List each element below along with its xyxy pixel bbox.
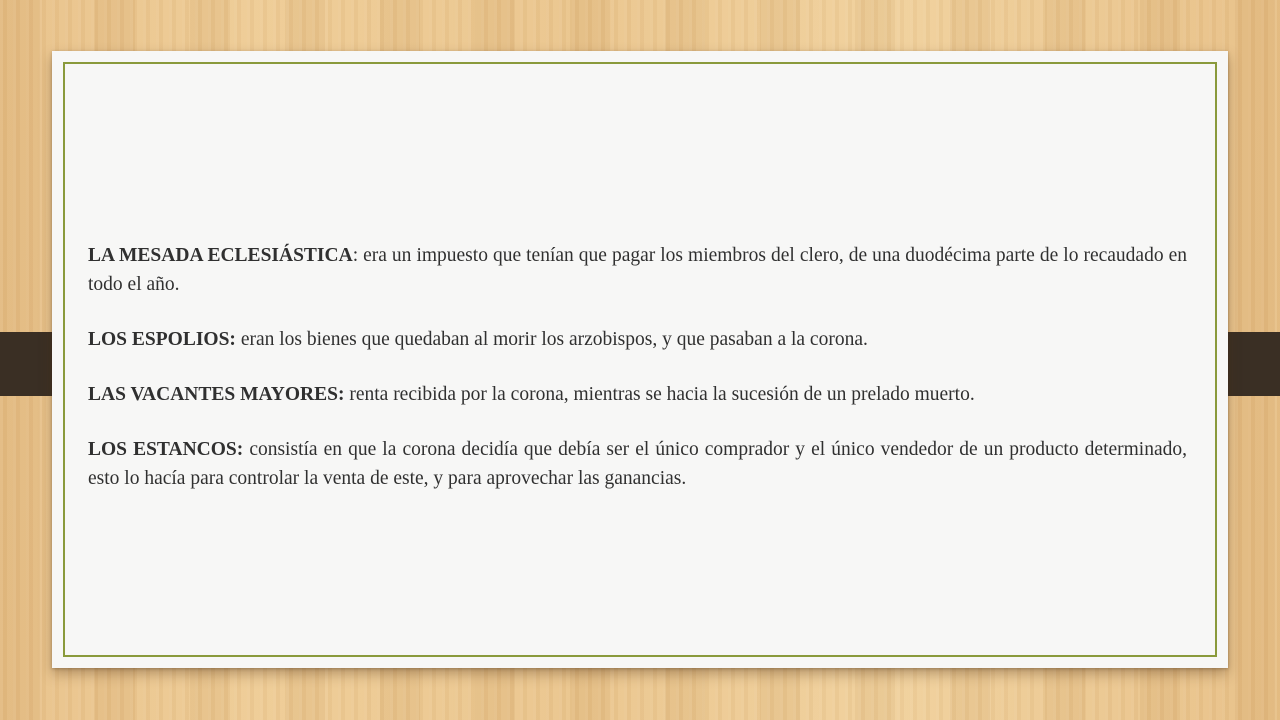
paragraph-estancos [88, 435, 1187, 493]
slide-content [88, 241, 1187, 519]
term-vacantes: LAS VACANTES MAYORES: [88, 384, 345, 405]
definition-estancos: consistía en que la corona decidía que debía ser el único comprador y el único vendedor de un producto determinado, esto lo hacía para controlar la venta de este, y para aprovechar las ganancias. [88, 439, 1187, 489]
paragraph-espolios [88, 325, 1187, 354]
paragraph-mesada [88, 241, 1187, 299]
definition-mesada: : era un impuesto que tenían que pagar los miembros del clero, de una duodécima parte de lo recaudado en todo el año. [88, 245, 1187, 295]
definition-vacantes: renta recibida por la corona, mientras se hacia la sucesión de un prelado muerto. [344, 384, 975, 405]
definition-espolios: eran los bienes que quedaban al morir los arzobispos, y que pasaban a la corona. [235, 329, 868, 350]
term-mesada: LA MESADA ECLESIÁSTICA [88, 245, 353, 266]
term-espolios: LOS ESPOLIOS: [88, 329, 236, 350]
term-estancos: LOS ESTANCOS: [88, 439, 244, 460]
slide-card [52, 51, 1228, 668]
paragraph-vacantes [88, 380, 1187, 409]
